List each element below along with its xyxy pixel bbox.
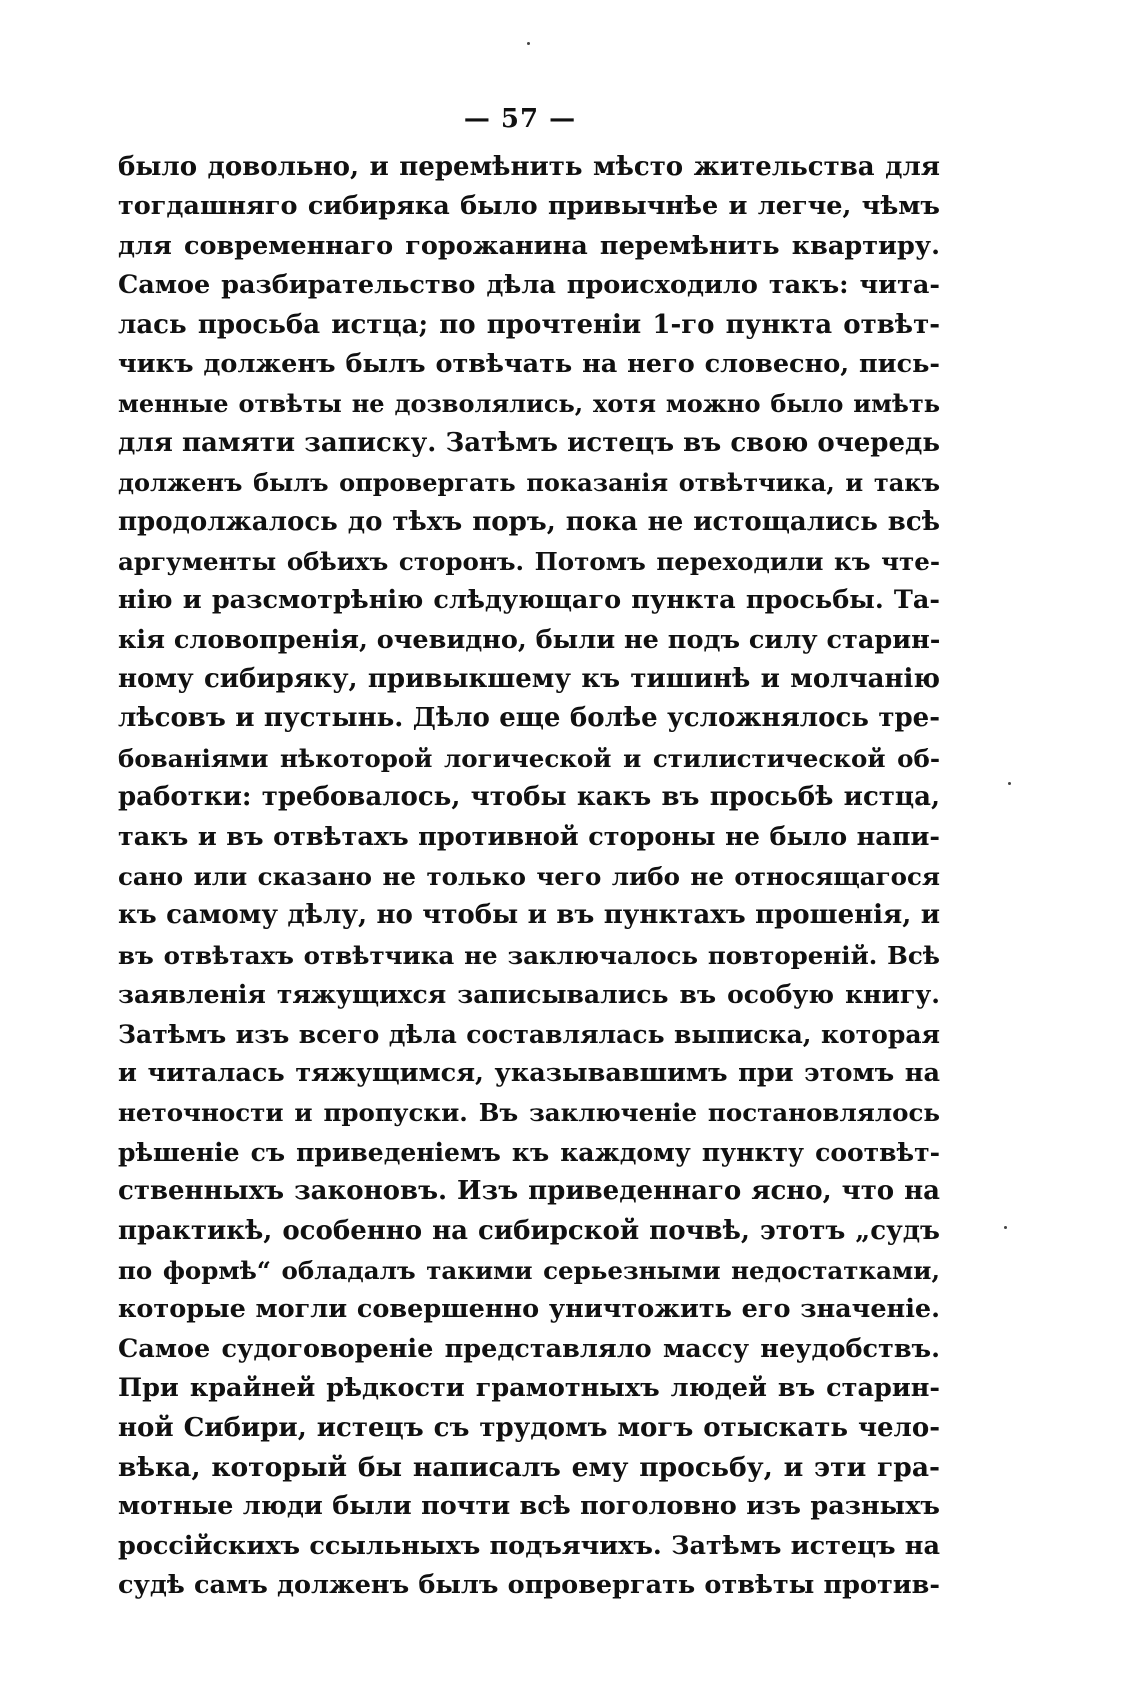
text-line: неточности и пропуски. Въ заключеніе постановлялось (118, 1098, 940, 1128)
text-line: Самое судоговореніе представляло массу неудобствъ. (118, 1333, 940, 1364)
text-line: продолжалось до тѣхъ поръ, пока не истощались всѣ (118, 506, 940, 537)
text-line: мотные люди были почти всѣ поголовно изъ разныхъ (118, 1491, 940, 1522)
text-line: практикѣ, особенно на сибирской почвѣ, этотъ „судъ (118, 1215, 940, 1246)
page-number: — 57 — (463, 104, 577, 134)
text-line: заявленія тяжущихся записывались въ особую книгу. (118, 980, 940, 1010)
text-line: Затѣмъ изъ всего дѣла составлялась выписка, которая (118, 1019, 940, 1049)
text-line: Самое разбирательство дѣла происходило такъ: чита- (118, 270, 940, 301)
text-line: въ отвѣтахъ отвѣтчика не заключалось повтореній. Всѣ (118, 940, 940, 970)
text-line: ственныхъ законовъ. Изъ приведеннаго ясно, что на (118, 1176, 940, 1207)
text-line: и читалась тяжущимся, указывавшимъ при этомъ на (118, 1057, 940, 1088)
text-line: лѣсовъ и пустынь. Дѣло еще болѣе усложнялось тре- (118, 703, 940, 734)
text-line: долженъ былъ опровергать показанія отвѣтчика, и такъ (118, 468, 940, 498)
text-line: такъ и въ отвѣтахъ противной стороны не было напи- (118, 821, 940, 852)
text-line: для современнаго горожанина перемѣнить квартиру. (118, 230, 940, 261)
text-line: по формѣ“ обладалъ такими серьезными недостатками, (118, 1255, 940, 1285)
text-line: работки: требовалось, чтобы какъ въ просьбѣ истца, (118, 782, 940, 813)
text-line: ному сибиряку, привыкшему къ тишинѣ и молчанію (118, 664, 940, 695)
ink-speck (1008, 782, 1011, 785)
text-line: которые могли совершенно уничтожить его значеніе. (118, 1294, 940, 1325)
text-line: чикъ долженъ былъ отвѣчать на него словесно, пись- (118, 348, 940, 379)
text-line: нію и разсмотрѣнію слѣдующаго пункта просьбы. Та- (118, 585, 940, 616)
text-line: аргументы обѣихъ сторонъ. Потомъ переходили къ чте- (118, 546, 940, 576)
text-line: сано или сказано не только чего либо не относящагося (118, 862, 940, 892)
ink-speck (1004, 1226, 1007, 1229)
text-line: ной Сибири, истецъ съ трудомъ могъ отыскать чело- (118, 1412, 940, 1443)
text-line: рѣшеніе съ приведеніемъ къ каждому пункту соотвѣт- (118, 1137, 940, 1167)
text-line: для памяти записку. Затѣмъ истецъ въ свою очередь (118, 427, 940, 458)
text-line: менные отвѣты не дозволялись, хотя можно было имѣть (118, 389, 940, 419)
text-line: россійскихъ ссыльныхъ подъячихъ. Затѣмъ истецъ на (118, 1530, 940, 1561)
text-line: вѣка, который бы написалъ ему просьбу, и эти гра- (118, 1451, 940, 1483)
text-line: бованіями нѣкоторой логической и стилистической об- (118, 743, 940, 773)
body-text (118, 148, 940, 1605)
text-line: тогдашняго сибиряка было привычнѣе и легче, чѣмъ (118, 191, 940, 222)
text-line: судѣ самъ долженъ былъ опровергать отвѣты против- (118, 1570, 940, 1601)
text-line: лась просьба истца; по прочтеніи 1-го пункта отвѣт- (118, 309, 940, 340)
text-line: къ самому дѣлу, но чтобы и въ пунктахъ прошенія, и (118, 900, 940, 931)
ink-speck (527, 42, 530, 45)
text-line: кія словопренія, очевидно, были не подъ силу старин- (118, 624, 940, 655)
text-line: При крайней рѣдкости грамотныхъ людей въ старин- (118, 1373, 940, 1404)
text-line: было довольно, и перемѣнить мѣсто жительства для (118, 152, 940, 182)
